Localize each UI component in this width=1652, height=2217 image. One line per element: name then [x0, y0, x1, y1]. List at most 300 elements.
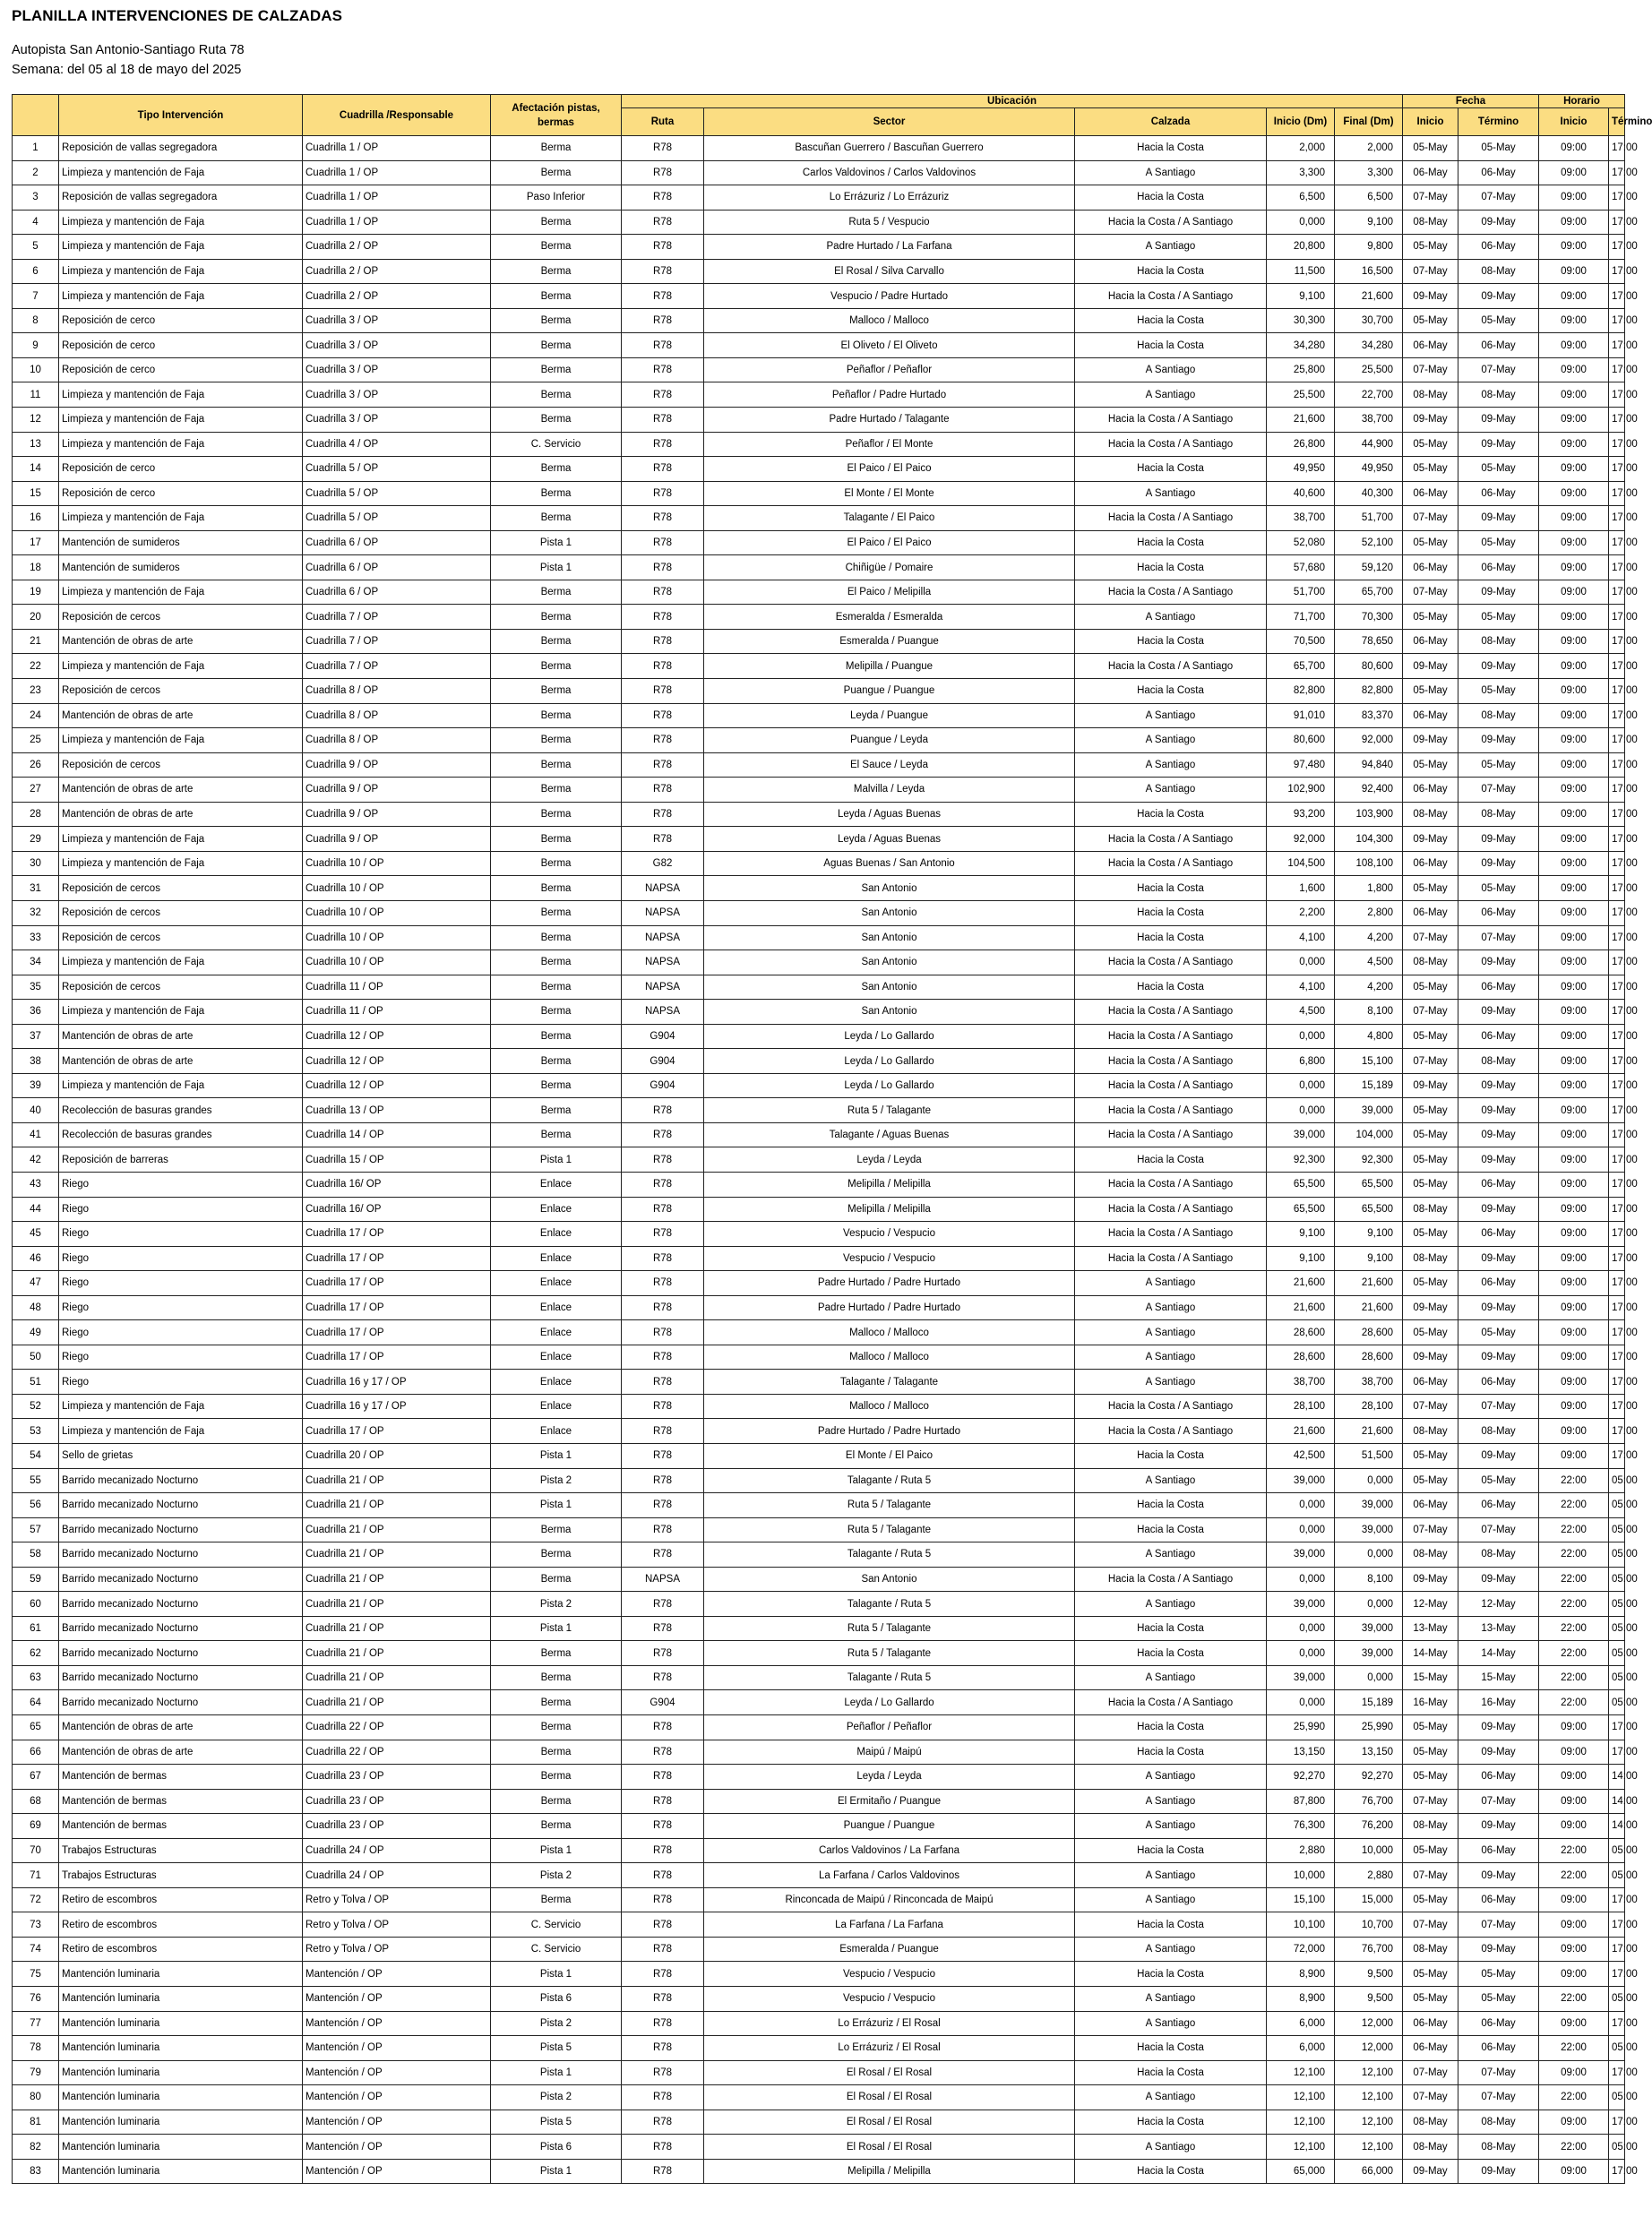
inicio-dm-cell: 12,100	[1267, 2060, 1335, 2085]
afectacion-cell: Berma	[491, 382, 622, 408]
sector-cell: El Paico / Melipilla	[704, 580, 1075, 605]
calzada-cell: Hacia la Costa / A Santiago	[1075, 1567, 1267, 1592]
header-horario-termino: Término	[1609, 108, 1625, 136]
cuadrilla-cell: Cuadrilla 3 / OP	[303, 333, 491, 358]
horario-termino-cell: 05:00	[1609, 1838, 1625, 1863]
fecha-inicio-cell: 09-May	[1403, 408, 1458, 433]
inicio-dm-cell: 97,480	[1267, 752, 1335, 778]
horario-inicio-cell: 22:00	[1539, 1542, 1609, 1568]
afectacion-cell: C. Servicio	[491, 432, 622, 457]
cuadrilla-cell: Cuadrilla 11 / OP	[303, 1000, 491, 1025]
tipo-cell: Mantención de bermas	[59, 1814, 303, 1839]
calzada-cell: A Santiago	[1075, 2135, 1267, 2160]
cuadrilla-cell: Cuadrilla 17 / OP	[303, 1419, 491, 1444]
afectacion-cell: Enlace	[491, 1271, 622, 1296]
fecha-inicio-cell: 05-May	[1403, 1098, 1458, 1123]
fecha-inicio-cell: 05-May	[1403, 1468, 1458, 1493]
calzada-cell: Hacia la Costa / A Santiago	[1075, 1197, 1267, 1222]
calzada-cell: A Santiago	[1075, 1542, 1267, 1568]
cuadrilla-cell: Cuadrilla 12 / OP	[303, 1049, 491, 1074]
page-subtitle-road: Autopista San Antonio-Santiago Ruta 78	[12, 43, 245, 57]
inicio-dm-cell: 21,600	[1267, 408, 1335, 433]
row-number-cell: 35	[13, 975, 59, 1000]
calzada-cell: A Santiago	[1075, 235, 1267, 260]
table-row	[13, 1000, 1625, 1025]
inicio-dm-cell: 0,000	[1267, 1616, 1335, 1641]
tipo-cell: Limpieza y mantención de Faja	[59, 654, 303, 679]
ruta-cell: R78	[622, 1098, 704, 1123]
fecha-termino-cell: 09-May	[1458, 1814, 1539, 1839]
final-dm-cell: 40,300	[1335, 481, 1403, 506]
fecha-termino-cell: 07-May	[1458, 2085, 1539, 2110]
horario-inicio-cell: 09:00	[1539, 1962, 1609, 1987]
row-number-cell: 70	[13, 1838, 59, 1863]
header-num	[13, 95, 59, 136]
calzada-cell: A Santiago	[1075, 1987, 1267, 2012]
horario-inicio-cell: 22:00	[1539, 1616, 1609, 1641]
tipo-cell: Barrido mecanizado Nocturno	[59, 1493, 303, 1518]
final-dm-cell: 2,000	[1335, 136, 1403, 161]
fecha-inicio-cell: 05-May	[1403, 1271, 1458, 1296]
inicio-dm-cell: 26,800	[1267, 432, 1335, 457]
final-dm-cell: 39,000	[1335, 1493, 1403, 1518]
horario-inicio-cell: 09:00	[1539, 802, 1609, 827]
afectacion-cell: Berma	[491, 1740, 622, 1765]
sector-cell: Leyda / Lo Gallardo	[704, 1690, 1075, 1715]
calzada-cell: Hacia la Costa / A Santiago	[1075, 1394, 1267, 1419]
fecha-termino-cell: 09-May	[1458, 1122, 1539, 1147]
fecha-termino-cell: 06-May	[1458, 975, 1539, 1000]
inicio-dm-cell: 82,800	[1267, 679, 1335, 704]
fecha-termino-cell: 08-May	[1458, 2110, 1539, 2135]
horario-termino-cell: 17:00	[1609, 827, 1625, 852]
inicio-dm-cell: 51,700	[1267, 580, 1335, 605]
inicio-dm-cell: 4,100	[1267, 975, 1335, 1000]
horario-inicio-cell: 09:00	[1539, 1222, 1609, 1247]
fecha-inicio-cell: 07-May	[1403, 357, 1458, 382]
inicio-dm-cell: 102,900	[1267, 778, 1335, 803]
table-row	[13, 308, 1625, 333]
afectacion-cell: Pista 5	[491, 2036, 622, 2061]
horario-termino-cell: 17:00	[1609, 506, 1625, 531]
horario-inicio-cell: 09:00	[1539, 778, 1609, 803]
calzada-cell: A Santiago	[1075, 1937, 1267, 1962]
sector-cell: Puangue / Puangue	[704, 1814, 1075, 1839]
ruta-cell: R78	[622, 1765, 704, 1790]
calzada-cell: Hacia la Costa	[1075, 1443, 1267, 1468]
inicio-dm-cell: 0,000	[1267, 1641, 1335, 1666]
final-dm-cell: 16,500	[1335, 259, 1403, 284]
header-cuadrilla: Cuadrilla /Responsable	[303, 95, 491, 136]
horario-inicio-cell: 22:00	[1539, 1863, 1609, 1888]
horario-termino-cell: 05:00	[1609, 1665, 1625, 1690]
cuadrilla-cell: Cuadrilla 24 / OP	[303, 1863, 491, 1888]
horario-termino-cell: 17:00	[1609, 408, 1625, 433]
afectacion-cell: Berma	[491, 210, 622, 235]
calzada-cell: A Santiago	[1075, 1863, 1267, 1888]
table-row	[13, 1542, 1625, 1568]
afectacion-cell: Berma	[491, 1887, 622, 1912]
horario-termino-cell: 17:00	[1609, 580, 1625, 605]
row-number-cell: 20	[13, 605, 59, 630]
table-row	[13, 1592, 1625, 1617]
horario-termino-cell: 17:00	[1609, 1443, 1625, 1468]
tipo-cell: Mantención de obras de arte	[59, 703, 303, 728]
table-row	[13, 1098, 1625, 1123]
fecha-inicio-cell: 05-May	[1403, 752, 1458, 778]
cuadrilla-cell: Cuadrilla 16/ OP	[303, 1172, 491, 1197]
cuadrilla-cell: Retro y Tolva / OP	[303, 1912, 491, 1938]
fecha-inicio-cell: 07-May	[1403, 185, 1458, 211]
fecha-inicio-cell: 06-May	[1403, 333, 1458, 358]
afectacion-cell: Berma	[491, 851, 622, 876]
tipo-cell: Limpieza y mantención de Faja	[59, 1394, 303, 1419]
final-dm-cell: 52,100	[1335, 530, 1403, 555]
fecha-termino-cell: 06-May	[1458, 555, 1539, 580]
horario-termino-cell: 14:00	[1609, 1789, 1625, 1814]
horario-inicio-cell: 09:00	[1539, 185, 1609, 211]
horario-termino-cell: 17:00	[1609, 1098, 1625, 1123]
table-row	[13, 555, 1625, 580]
fecha-termino-cell: 06-May	[1458, 2011, 1539, 2036]
ruta-cell: R78	[622, 1493, 704, 1518]
horario-termino-cell: 17:00	[1609, 1172, 1625, 1197]
sector-cell: Esmeralda / Puangue	[704, 1937, 1075, 1962]
calzada-cell: Hacia la Costa	[1075, 1517, 1267, 1542]
fecha-inicio-cell: 07-May	[1403, 259, 1458, 284]
header-ruta: Ruta	[622, 108, 704, 136]
cuadrilla-cell: Cuadrilla 23 / OP	[303, 1789, 491, 1814]
row-number-cell: 71	[13, 1863, 59, 1888]
horario-termino-cell: 17:00	[1609, 1000, 1625, 1025]
afectacion-cell: Berma	[491, 703, 622, 728]
final-dm-cell: 2,800	[1335, 900, 1403, 925]
final-dm-cell: 12,100	[1335, 2085, 1403, 2110]
horario-termino-cell: 05:00	[1609, 2036, 1625, 2061]
final-dm-cell: 30,700	[1335, 308, 1403, 333]
afectacion-cell: Enlace	[491, 1172, 622, 1197]
horario-inicio-cell: 09:00	[1539, 1814, 1609, 1839]
inicio-dm-cell: 4,100	[1267, 925, 1335, 950]
afectacion-cell: Pista 1	[491, 1443, 622, 1468]
horario-inicio-cell: 22:00	[1539, 2085, 1609, 2110]
afectacion-cell: Paso Inferior	[491, 185, 622, 211]
fecha-termino-cell: 06-May	[1458, 333, 1539, 358]
final-dm-cell: 39,000	[1335, 1098, 1403, 1123]
horario-termino-cell: 17:00	[1609, 259, 1625, 284]
final-dm-cell: 1,800	[1335, 876, 1403, 901]
table-row	[13, 1024, 1625, 1049]
horario-termino-cell: 17:00	[1609, 802, 1625, 827]
horario-inicio-cell: 22:00	[1539, 1592, 1609, 1617]
ruta-cell: R78	[622, 1320, 704, 1345]
fecha-termino-cell: 08-May	[1458, 259, 1539, 284]
final-dm-cell: 28,600	[1335, 1320, 1403, 1345]
horario-inicio-cell: 09:00	[1539, 728, 1609, 753]
calzada-cell: A Santiago	[1075, 1887, 1267, 1912]
fecha-termino-cell: 05-May	[1458, 136, 1539, 161]
fecha-termino-cell: 05-May	[1458, 605, 1539, 630]
table-row	[13, 1765, 1625, 1790]
calzada-cell: A Santiago	[1075, 1271, 1267, 1296]
ruta-cell: R78	[622, 654, 704, 679]
sector-cell: Ruta 5 / Talagante	[704, 1493, 1075, 1518]
final-dm-cell: 49,950	[1335, 457, 1403, 482]
final-dm-cell: 4,800	[1335, 1024, 1403, 1049]
table-row	[13, 1197, 1625, 1222]
header-fecha-inicio: Inicio	[1403, 108, 1458, 136]
row-number-cell: 55	[13, 1468, 59, 1493]
tipo-cell: Trabajos Estructuras	[59, 1863, 303, 1888]
tipo-cell: Reposición de cerco	[59, 481, 303, 506]
final-dm-cell: 2,880	[1335, 1863, 1403, 1888]
tipo-cell: Mantención luminaria	[59, 2060, 303, 2085]
horario-inicio-cell: 09:00	[1539, 654, 1609, 679]
table-row	[13, 1987, 1625, 2012]
cuadrilla-cell: Cuadrilla 16/ OP	[303, 1197, 491, 1222]
calzada-cell: Hacia la Costa	[1075, 555, 1267, 580]
table-row	[13, 2110, 1625, 2135]
sector-cell: El Rosal / El Rosal	[704, 2110, 1075, 2135]
table-row	[13, 1912, 1625, 1938]
table-row	[13, 210, 1625, 235]
horario-inicio-cell: 09:00	[1539, 136, 1609, 161]
cuadrilla-cell: Cuadrilla 23 / OP	[303, 1814, 491, 1839]
table-row	[13, 605, 1625, 630]
row-number-cell: 50	[13, 1345, 59, 1370]
inicio-dm-cell: 13,150	[1267, 1740, 1335, 1765]
calzada-cell: Hacia la Costa	[1075, 1740, 1267, 1765]
cuadrilla-cell: Cuadrilla 13 / OP	[303, 1098, 491, 1123]
calzada-cell: A Santiago	[1075, 382, 1267, 408]
horario-inicio-cell: 09:00	[1539, 950, 1609, 975]
table-row	[13, 1838, 1625, 1863]
horario-termino-cell: 17:00	[1609, 605, 1625, 630]
ruta-cell: NAPSA	[622, 950, 704, 975]
afectacion-cell: Berma	[491, 1641, 622, 1666]
afectacion-cell: Berma	[491, 925, 622, 950]
row-number-cell: 72	[13, 1887, 59, 1912]
tipo-cell: Mantención de obras de arte	[59, 1740, 303, 1765]
ruta-cell: R78	[622, 1814, 704, 1839]
horario-termino-cell: 17:00	[1609, 185, 1625, 211]
header-tipo: Tipo Intervención	[59, 95, 303, 136]
fecha-inicio-cell: 07-May	[1403, 2060, 1458, 2085]
fecha-termino-cell: 05-May	[1458, 457, 1539, 482]
fecha-inicio-cell: 07-May	[1403, 1394, 1458, 1419]
row-number-cell: 26	[13, 752, 59, 778]
cuadrilla-cell: Cuadrilla 17 / OP	[303, 1345, 491, 1370]
inicio-dm-cell: 0,000	[1267, 1493, 1335, 1518]
inicio-dm-cell: 92,270	[1267, 1765, 1335, 1790]
final-dm-cell: 15,189	[1335, 1073, 1403, 1098]
ruta-cell: R78	[622, 1443, 704, 1468]
afectacion-cell: Berma	[491, 900, 622, 925]
fecha-termino-cell: 09-May	[1458, 950, 1539, 975]
row-number-cell: 53	[13, 1419, 59, 1444]
row-number-cell: 56	[13, 1493, 59, 1518]
horario-termino-cell: 17:00	[1609, 1147, 1625, 1173]
fecha-termino-cell: 05-May	[1458, 1468, 1539, 1493]
sector-cell: Ruta 5 / Talagante	[704, 1517, 1075, 1542]
final-dm-cell: 92,000	[1335, 728, 1403, 753]
horario-termino-cell: 17:00	[1609, 2159, 1625, 2184]
afectacion-cell: Berma	[491, 827, 622, 852]
final-dm-cell: 12,100	[1335, 2135, 1403, 2160]
table-row	[13, 1641, 1625, 1666]
horario-inicio-cell: 09:00	[1539, 1394, 1609, 1419]
tipo-cell: Reposición de cercos	[59, 876, 303, 901]
fecha-termino-cell: 06-May	[1458, 900, 1539, 925]
horario-termino-cell: 17:00	[1609, 900, 1625, 925]
ruta-cell: R78	[622, 1887, 704, 1912]
calzada-cell: A Santiago	[1075, 481, 1267, 506]
horario-termino-cell: 17:00	[1609, 876, 1625, 901]
calzada-cell: Hacia la Costa / A Santiago	[1075, 1246, 1267, 1271]
table-row	[13, 1443, 1625, 1468]
inicio-dm-cell: 0,000	[1267, 1098, 1335, 1123]
ruta-cell: R78	[622, 2011, 704, 2036]
horario-inicio-cell: 09:00	[1539, 2159, 1609, 2184]
calzada-cell: A Santiago	[1075, 1665, 1267, 1690]
horario-inicio-cell: 09:00	[1539, 1789, 1609, 1814]
cuadrilla-cell: Cuadrilla 17 / OP	[303, 1222, 491, 1247]
horario-termino-cell: 17:00	[1609, 950, 1625, 975]
inicio-dm-cell: 2,000	[1267, 136, 1335, 161]
final-dm-cell: 4,200	[1335, 975, 1403, 1000]
afectacion-cell: Berma	[491, 1122, 622, 1147]
calzada-cell: Hacia la Costa	[1075, 1912, 1267, 1938]
cuadrilla-cell: Cuadrilla 24 / OP	[303, 1838, 491, 1863]
ruta-cell: R78	[622, 1592, 704, 1617]
table-row	[13, 1049, 1625, 1074]
table-row	[13, 1616, 1625, 1641]
fecha-inicio-cell: 12-May	[1403, 1592, 1458, 1617]
row-number-cell: 9	[13, 333, 59, 358]
fecha-inicio-cell: 05-May	[1403, 235, 1458, 260]
horario-inicio-cell: 09:00	[1539, 1345, 1609, 1370]
calzada-cell: Hacia la Costa / A Santiago	[1075, 408, 1267, 433]
cuadrilla-cell: Cuadrilla 12 / OP	[303, 1024, 491, 1049]
sector-cell: Melipilla / Melipilla	[704, 1197, 1075, 1222]
tipo-cell: Riego	[59, 1172, 303, 1197]
tipo-cell: Retiro de escombros	[59, 1937, 303, 1962]
fecha-termino-cell: 06-May	[1458, 1172, 1539, 1197]
horario-inicio-cell: 09:00	[1539, 530, 1609, 555]
table-row	[13, 1394, 1625, 1419]
horario-inicio-cell: 09:00	[1539, 1172, 1609, 1197]
calzada-cell: Hacia la Costa / A Santiago	[1075, 1172, 1267, 1197]
sector-cell: Melipilla / Melipilla	[704, 2159, 1075, 2184]
ruta-cell: R78	[622, 1147, 704, 1173]
afectacion-cell: Berma	[491, 1000, 622, 1025]
sector-cell: San Antonio	[704, 975, 1075, 1000]
inicio-dm-cell: 65,500	[1267, 1197, 1335, 1222]
fecha-termino-cell: 09-May	[1458, 210, 1539, 235]
cuadrilla-cell: Cuadrilla 12 / OP	[303, 1073, 491, 1098]
final-dm-cell: 38,700	[1335, 408, 1403, 433]
row-number-cell: 7	[13, 284, 59, 309]
fecha-inicio-cell: 05-May	[1403, 457, 1458, 482]
fecha-termino-cell: 09-May	[1458, 580, 1539, 605]
tipo-cell: Limpieza y mantención de Faja	[59, 827, 303, 852]
tipo-cell: Limpieza y mantención de Faja	[59, 506, 303, 531]
fecha-inicio-cell: 05-May	[1403, 530, 1458, 555]
ruta-cell: R78	[622, 259, 704, 284]
horario-inicio-cell: 09:00	[1539, 752, 1609, 778]
table-row	[13, 1567, 1625, 1592]
row-number-cell: 21	[13, 629, 59, 654]
fecha-termino-cell: 16-May	[1458, 1690, 1539, 1715]
fecha-termino-cell: 05-May	[1458, 1987, 1539, 2012]
fecha-inicio-cell: 05-May	[1403, 975, 1458, 1000]
table-row	[13, 1887, 1625, 1912]
sector-cell: Talagante / El Paico	[704, 506, 1075, 531]
calzada-cell: A Santiago	[1075, 1468, 1267, 1493]
tipo-cell: Limpieza y mantención de Faja	[59, 259, 303, 284]
table-row	[13, 2036, 1625, 2061]
cuadrilla-cell: Cuadrilla 8 / OP	[303, 703, 491, 728]
horario-inicio-cell: 22:00	[1539, 1517, 1609, 1542]
horario-inicio-cell: 09:00	[1539, 2110, 1609, 2135]
afectacion-cell: Pista 6	[491, 1987, 622, 2012]
final-dm-cell: 8,100	[1335, 1000, 1403, 1025]
ruta-cell: R78	[622, 1197, 704, 1222]
horario-termino-cell: 17:00	[1609, 1222, 1625, 1247]
table-row	[13, 160, 1625, 185]
ruta-cell: R78	[622, 357, 704, 382]
cuadrilla-cell: Mantención / OP	[303, 2036, 491, 2061]
table-row	[13, 259, 1625, 284]
table-row	[13, 1740, 1625, 1765]
final-dm-cell: 66,000	[1335, 2159, 1403, 2184]
calzada-cell: A Santiago	[1075, 1765, 1267, 1790]
ruta-cell: R78	[622, 530, 704, 555]
horario-termino-cell: 17:00	[1609, 778, 1625, 803]
final-dm-cell: 103,900	[1335, 802, 1403, 827]
fecha-inicio-cell: 14-May	[1403, 1641, 1458, 1666]
fecha-termino-cell: 06-May	[1458, 1222, 1539, 1247]
calzada-cell: Hacia la Costa	[1075, 1715, 1267, 1740]
table-row	[13, 333, 1625, 358]
fecha-termino-cell: 09-May	[1458, 1073, 1539, 1098]
tipo-cell: Limpieza y mantención de Faja	[59, 950, 303, 975]
tipo-cell: Reposición de barreras	[59, 1147, 303, 1173]
horario-inicio-cell: 09:00	[1539, 1937, 1609, 1962]
horario-inicio-cell: 09:00	[1539, 1295, 1609, 1320]
horario-termino-cell: 05:00	[1609, 1592, 1625, 1617]
afectacion-cell: Berma	[491, 1814, 622, 1839]
inicio-dm-cell: 0,000	[1267, 1073, 1335, 1098]
afectacion-cell: Pista 1	[491, 2060, 622, 2085]
ruta-cell: R78	[622, 1468, 704, 1493]
sector-cell: Talagante / Ruta 5	[704, 1665, 1075, 1690]
fecha-inicio-cell: 09-May	[1403, 728, 1458, 753]
horario-termino-cell: 17:00	[1609, 308, 1625, 333]
ruta-cell: R78	[622, 432, 704, 457]
cuadrilla-cell: Cuadrilla 10 / OP	[303, 925, 491, 950]
tipo-cell: Limpieza y mantención de Faja	[59, 284, 303, 309]
fecha-inicio-cell: 06-May	[1403, 2011, 1458, 2036]
cuadrilla-cell: Cuadrilla 22 / OP	[303, 1715, 491, 1740]
horario-termino-cell: 17:00	[1609, 2110, 1625, 2135]
fecha-termino-cell: 07-May	[1458, 925, 1539, 950]
afectacion-cell: Berma	[491, 333, 622, 358]
tipo-cell: Reposición de cercos	[59, 900, 303, 925]
sector-cell: Leyda / Leyda	[704, 1147, 1075, 1173]
inicio-dm-cell: 28,600	[1267, 1320, 1335, 1345]
horario-inicio-cell: 09:00	[1539, 1443, 1609, 1468]
